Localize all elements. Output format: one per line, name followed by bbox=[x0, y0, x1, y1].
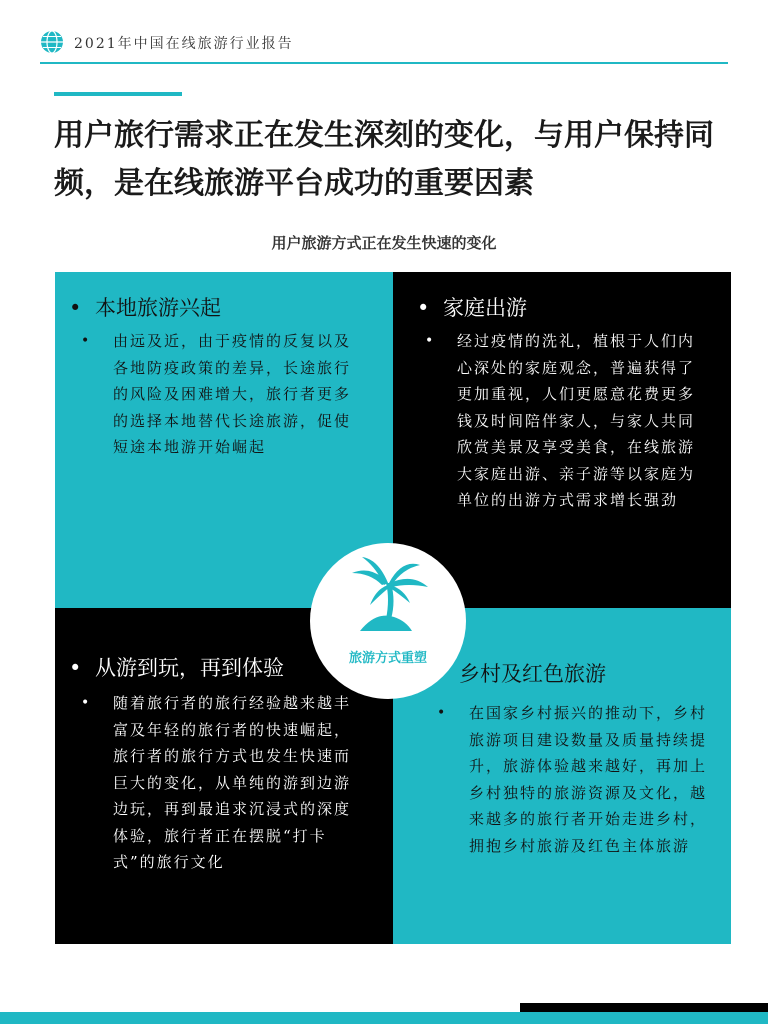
body-text: 随着旅行者的旅行经验越来越丰富及年轻的旅行者的快速崛起，旅行者的旅行方式也发生快速而巨大的变化，从单纯的游到边游边玩，再到最追求沉浸式的深度体验，旅行者正在摆脱“打卡式”的旅行文化 bbox=[113, 694, 352, 871]
quadrant-body bbox=[437, 700, 715, 859]
quadrant-heading bbox=[69, 292, 221, 322]
quadrant-heading bbox=[417, 292, 527, 322]
bullet: • bbox=[69, 656, 82, 680]
report-title: 2021年中国在线旅游行业报告 bbox=[74, 36, 294, 52]
footer-accent-bar bbox=[0, 1012, 768, 1024]
bullet: • bbox=[81, 695, 92, 711]
body-text: 由远及近，由于疫情的反复以及各地防疫政策的差异，长途旅行的风险及困难增大，旅行者更多的选择本地替代长途旅游，促使短途本地游开始崛起 bbox=[113, 332, 352, 456]
title-accent-bar bbox=[54, 92, 182, 96]
bullet: • bbox=[69, 296, 82, 320]
palm-tree-icon bbox=[346, 555, 430, 639]
quadrant-family-travel bbox=[393, 272, 731, 608]
page-title: 用户旅行需求正在发生深刻的变化，与用户保持同频，是在线旅游平台成功的重要因素 bbox=[54, 118, 714, 201]
footer-dark-bar bbox=[520, 1003, 768, 1012]
quadrant-body bbox=[425, 328, 705, 514]
body-text: 在国家乡村振兴的推动下，乡村旅游项目建设数量及质量持续提升，旅游体验越来越好，再加上乡村独特的旅游资源及文化，越来越多的旅行者开始走进乡村，拥抱乡村旅游及红色主体旅游 bbox=[469, 704, 708, 855]
heading-text: 家庭出游 bbox=[443, 296, 527, 320]
report-header bbox=[40, 28, 728, 58]
center-label: 旅游方式重塑 bbox=[348, 651, 427, 666]
body-text: 经过疫情的洗礼，植根于人们内心深处的家庭观念，普遍获得了更加重视，人们更愿意花费更多钱及时间陪伴家人，与家人共同欣赏美景及享受美食，在线旅游大家庭出游、亲子游等以家庭为单位的出游方式需求增长强劲 bbox=[457, 332, 696, 509]
quadrant-heading bbox=[459, 658, 606, 688]
bullet: • bbox=[425, 333, 436, 349]
center-badge bbox=[310, 543, 466, 699]
heading-text: 本地旅游兴起 bbox=[95, 296, 221, 320]
section-subtitle: 用户旅游方式正在发生快速的变化 bbox=[271, 234, 497, 252]
heading-text: 乡村及红色旅游 bbox=[459, 662, 606, 686]
quadrant-body bbox=[81, 328, 361, 461]
bullet: • bbox=[417, 296, 430, 320]
globe-icon bbox=[40, 30, 64, 54]
bullet: • bbox=[437, 705, 448, 721]
quadrant-body bbox=[81, 690, 361, 876]
heading-text: 从游到玩，再到体验 bbox=[95, 656, 284, 680]
header-divider bbox=[40, 62, 728, 64]
bullet: • bbox=[81, 333, 92, 349]
quadrant-heading bbox=[69, 652, 284, 682]
